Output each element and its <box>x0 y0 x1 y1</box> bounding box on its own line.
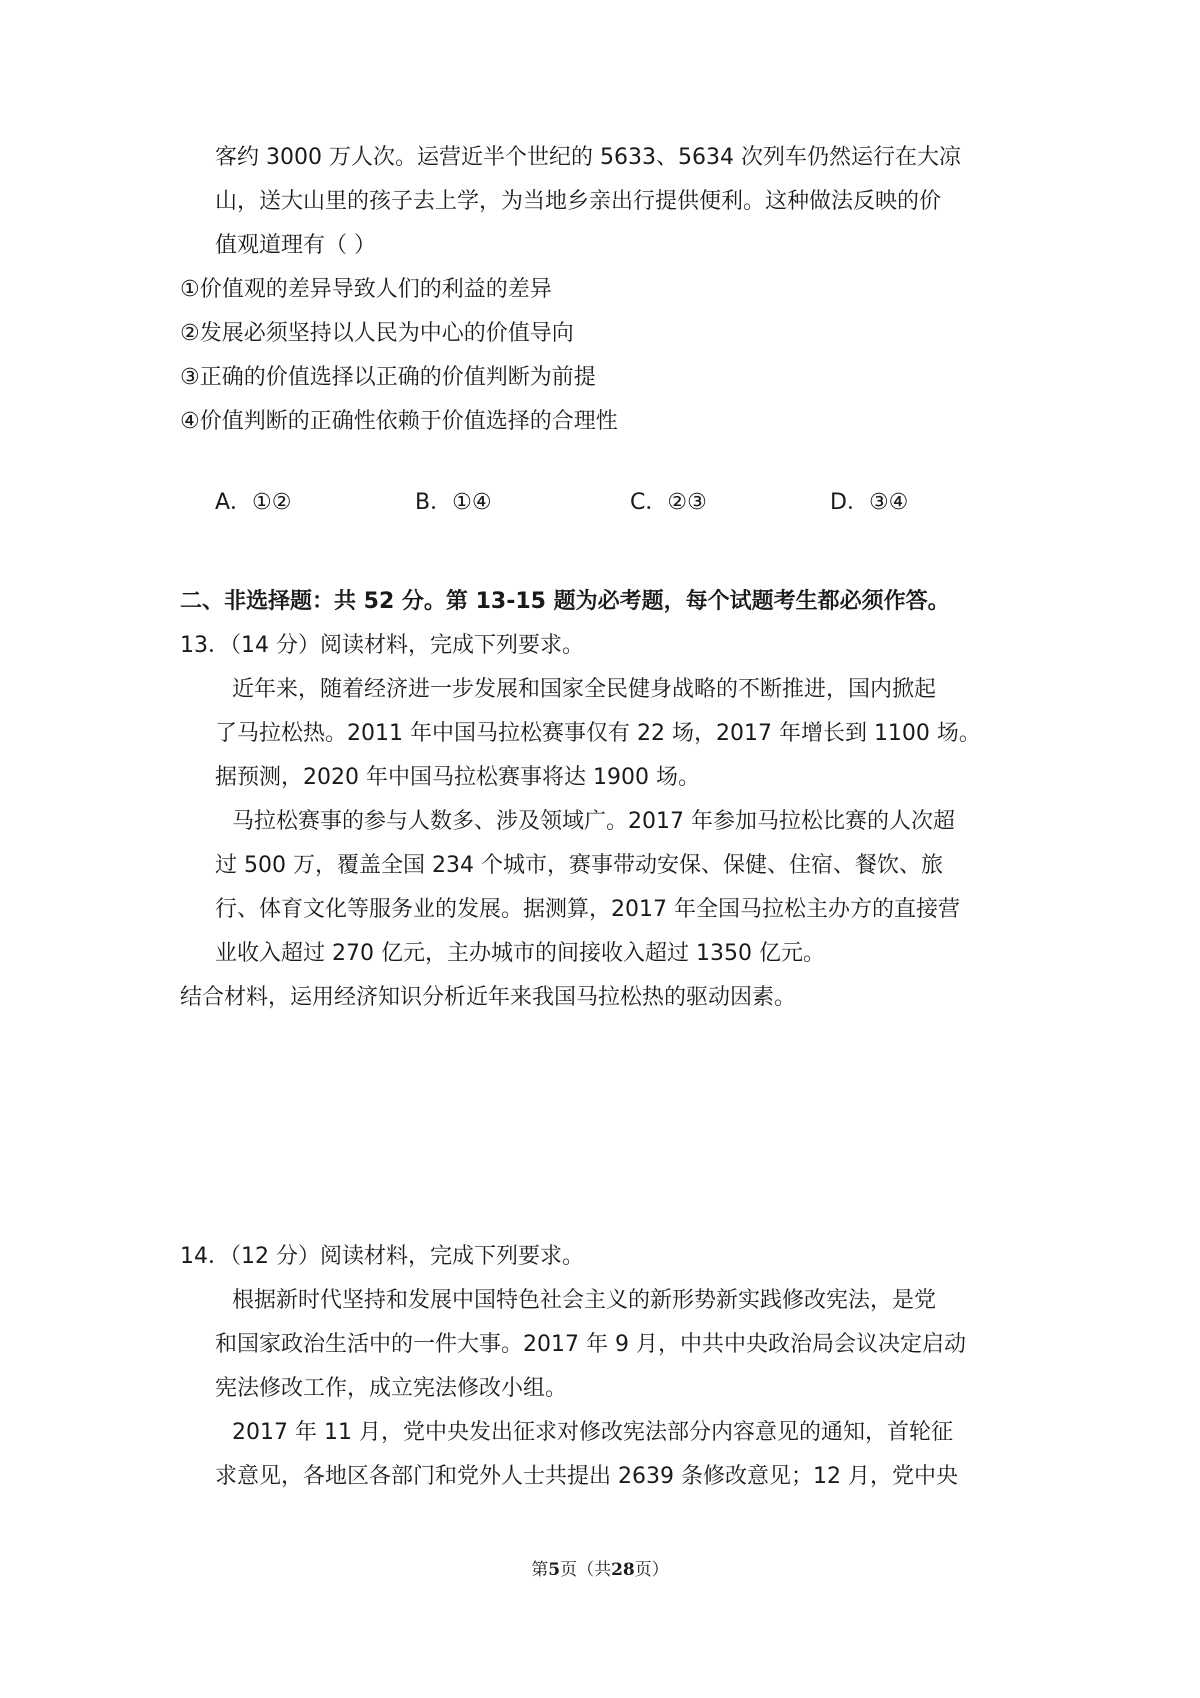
q12-choice-c: C．②③ <box>630 490 707 515</box>
q12-option-4: ④价值判断的正确性依赖于价值选择的合理性 <box>180 409 618 434</box>
q12-choice-d: D．③④ <box>830 490 909 515</box>
footer-prefix: 第 <box>531 1560 549 1580</box>
q13-paragraph-line-4: 马拉松赛事的参与人数多、涉及领域广。2017 年参加马拉松比赛的人次超 <box>232 809 955 834</box>
q13-title: 13．（14 分）阅读材料，完成下列要求。 <box>180 633 584 658</box>
page-footer <box>0 1558 1200 1582</box>
q12-option-3: ③正确的价值选择以正确的价值判断为前提 <box>180 365 596 390</box>
q13-paragraph-line-6: 行、体育文化等服务业的发展。据测算，2017 年全国马拉松主办方的直接营 <box>215 897 960 922</box>
footer-suffix: 页） <box>634 1560 669 1580</box>
q12-choice-a: A．①② <box>215 490 292 515</box>
q12-stem-line-3: 值观道理有（ ） <box>215 233 376 258</box>
q12-option-2: ②发展必须坚持以人民为中心的价值导向 <box>180 321 574 346</box>
q12-stem-line-1: 客约 3000 万人次。运营近半个世纪的 5633、5634 次列车仍然运行在大凉 <box>215 145 961 170</box>
q14-paragraph-line-2: 和国家政治生活中的一件大事。2017 年 9 月，中共中央政治局会议决定启动 <box>215 1332 966 1357</box>
q13-task: 结合材料，运用经济知识分析近年来我国马拉松热的驱动因素。 <box>180 985 797 1010</box>
q13-paragraph-line-7: 业收入超过 270 亿元，主办城市的间接收入超过 1350 亿元。 <box>215 941 825 966</box>
footer-total-pages: 28 <box>611 1560 635 1580</box>
footer-middle: 页（共 <box>560 1560 612 1580</box>
q13-paragraph-line-5: 过 500 万，覆盖全国 234 个城市，赛事带动安保、保健、住宿、餐饮、旅 <box>215 853 943 878</box>
q13-paragraph-line-2: 了马拉松热。2011 年中国马拉松赛事仅有 22 场，2017 年增长到 1100 场。 <box>215 721 981 746</box>
q14-paragraph-line-4: 2017 年 11 月，党中央发出征求对修改宪法部分内容意见的通知，首轮征 <box>232 1420 953 1445</box>
q14-title: 14．（12 分）阅读材料，完成下列要求。 <box>180 1244 584 1269</box>
q14-paragraph-line-5: 求意见，各地区各部门和党外人士共提出 2639 条修改意见；12 月，党中央 <box>215 1464 958 1489</box>
q12-choice-b: B．①④ <box>415 490 492 515</box>
q13-paragraph-line-1: 近年来，随着经济进一步发展和国家全民健身战略的不断推进，国内掀起 <box>232 677 937 702</box>
q12-option-1: ①价值观的差异导致人们的利益的差异 <box>180 277 552 302</box>
q12-stem-line-2: 山，送大山里的孩子去上学，为当地乡亲出行提供便利。这种做法反映的价 <box>215 189 942 214</box>
q14-paragraph-line-3: 宪法修改工作，成立宪法修改小组。 <box>215 1376 568 1401</box>
q13-paragraph-line-3: 据预测，2020 年中国马拉松赛事将达 1900 场。 <box>215 765 700 790</box>
q14-paragraph-line-1: 根据新时代坚持和发展中国特色社会主义的新形势新实践修改宪法，是党 <box>232 1288 937 1313</box>
footer-page-number: 5 <box>548 1560 561 1580</box>
section2-heading: 二、非选择题：共 52 分。第 13-15 题为必考题，每个试题考生都必须作答。 <box>180 589 950 614</box>
